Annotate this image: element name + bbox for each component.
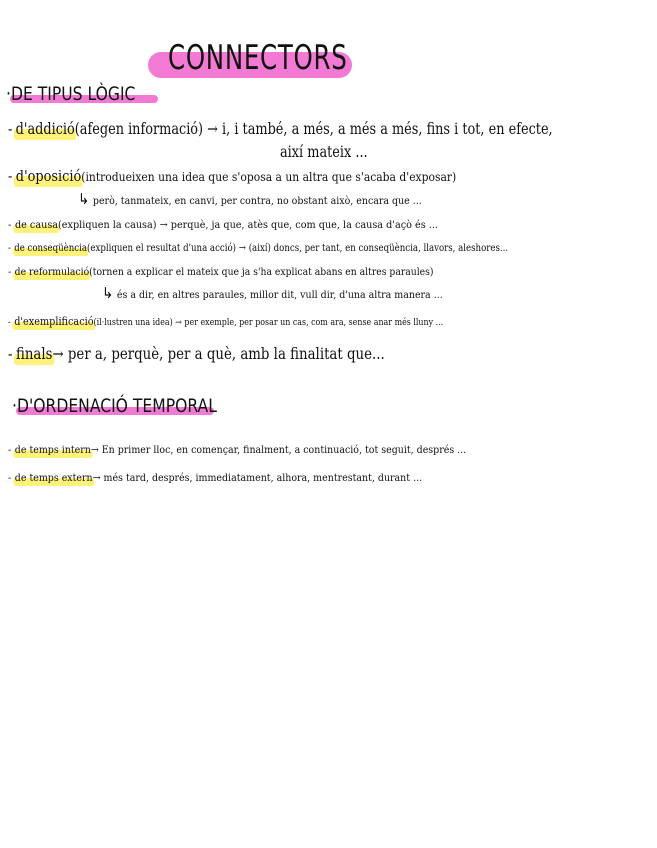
entry-key: de reformulació [14,266,90,278]
entry-causa [8,219,475,231]
section-bullet: · [6,83,11,105]
entry-addicio [8,120,657,138]
section-bullet: · [12,395,17,417]
section-heading-temporal [12,395,262,417]
title-block [148,38,356,84]
page-title: CONNECTORS [168,38,348,78]
return-arrow-icon: ↳ [102,284,114,302]
entry-key: de temps extern [14,472,93,484]
entry-oposicio-examples [78,190,460,208]
entry-dash: - [8,167,13,185]
entry-continuation-text: així mateix ... [280,143,368,161]
entry-exemplificacio [8,315,503,328]
entry-description: (introdueixen una idea que s'oposa a un altra que s'acaba d'exposar) [81,169,457,184]
entry-dash: - [8,219,12,231]
entry-key: d'exemplificació [14,315,94,328]
entry-dash: - [8,345,13,363]
entry-description: → més tard, després, immediatament, alhora, mentrestant, durant ... [92,472,423,484]
entry-dash: - [8,242,11,254]
entry-key: de temps intern [14,444,91,456]
entry-temps-intern [8,444,517,456]
entry-description: → per a, perquè, per a què, amb la finalitat que... [52,345,385,363]
entry-oposicio [8,167,529,185]
entry-temps-extern [8,472,468,484]
return-arrow-icon: ↳ [78,190,90,208]
entry-description: (il·lustren una idea) → per exemple, per posar un cas, com ara, sense anar més lluny ... [93,318,444,328]
entry-description: (afegen informació) → i, i també, a més, a més a més, fins i tot, en efecte, [74,120,553,138]
entry-description: (tornen a explicar el mateix que ja s'ha explicat abans en altres paraules) [89,266,434,278]
entry-description: (expliquen la causa) → perquè, ja que, atès que, com que, la causa d'açò és ... [58,219,438,231]
section-heading-text: DE TIPUS LÒGIC [10,83,136,105]
entry-dash: - [8,120,13,138]
entry-consequencia [8,242,618,254]
section-heading-logic [6,83,164,105]
entry-key: d'addició [15,120,75,138]
entry-description: → En primer lloc, en començar, finalment, a continuació, tot seguit, després ... [90,444,467,456]
entry-key: de causa [14,219,59,231]
entry-finals [8,345,446,363]
entry-key: de conseqüència [14,242,88,254]
entry-key: d'oposició [15,167,82,185]
entry-dash: - [8,318,11,328]
entry-dash: - [8,266,12,278]
entry-examples-text: però, tanmateix, en canvi, per contra, no obstant això, encara que ... [92,195,422,207]
entry-dash: - [8,472,12,484]
entry-dash: - [8,444,12,456]
entry-addicio-continuation [280,143,386,161]
entry-reformulacio-examples [102,284,481,302]
entry-key: finals [15,345,53,363]
entry-reformulacio [8,266,492,278]
section-heading-text: D'ORDENACIÓ TEMPORAL [16,395,217,417]
entry-examples-text: és a dir, en altres paraules, millor dit, vull dir, d'una altra manera ... [116,289,443,301]
entry-description: (expliquen el resultat d'una acció) → (així) doncs, per tant, en conseqüència, llavors, aleshores... [87,242,509,254]
